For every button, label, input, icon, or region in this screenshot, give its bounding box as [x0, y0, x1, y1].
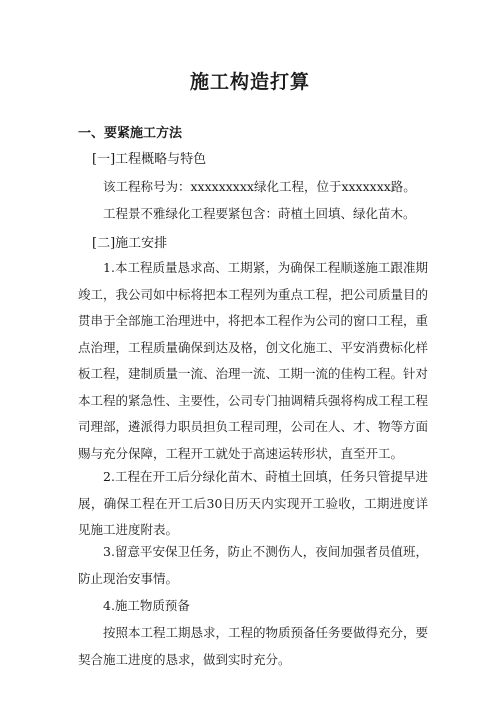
paragraph-project-name: 该工程称号为：xxxxxxxxx绿化工程，位于xxxxxxx路。 — [103, 179, 416, 194]
paragraph-item-1: 1.本工程质量恳求高、工期紧，为确保工程顺遂施工跟准期竣工，我公司如中标将把本工程列为重点工程，把公司质量目的贯串于全部施工治理进中，将把本工程作为公司的窗口工程，重点治理，工程质量确保到达及格，创文化施工、平安消费标化样板工程，建制质量一流、治理一流、工期一流的佳构工程。针对本工程的紧急性、主要性，公司专门抽调精兵强将构成工程工程司理部，遴派得力职员担负工程司理，公司在人、才、物等方面赐与充分保障，工程开工就处于高速运转形状，直至开工。 — [78, 260, 429, 461]
subsection-heading-arrangement: [二]施工安排 — [92, 236, 168, 251]
paragraph-item-4-heading: 4.施工物质预备 — [103, 598, 190, 613]
paragraph-project-scope: 工程景不雅绿化工程要紧包含：莳植土回填、绿化苗木。 — [103, 206, 416, 221]
paragraph-item-3: 3.留意平安保卫任务，防止不测伤人，夜间加强者员值班，防止现治安事情。 — [78, 544, 428, 586]
paragraph-item-2: 2.工程在开工后分绿化苗木、莳植土回填，任务只管提早进展，确保工程在开工后30日历天内实现开工验收，工期进度详见施工进度附表。 — [78, 469, 428, 537]
subsection-heading-overview: [一]工程概略与特色 — [92, 152, 207, 167]
paragraph-item-4-body: 按照本工程工期恳求，工程的物质预备任务要做得充分，要契合施工进度的恳求，做到实时充分。 — [78, 625, 429, 667]
section-heading: 一、要紧施工方法 — [78, 126, 183, 141]
document-title: 施工构造打算 — [189, 71, 310, 93]
